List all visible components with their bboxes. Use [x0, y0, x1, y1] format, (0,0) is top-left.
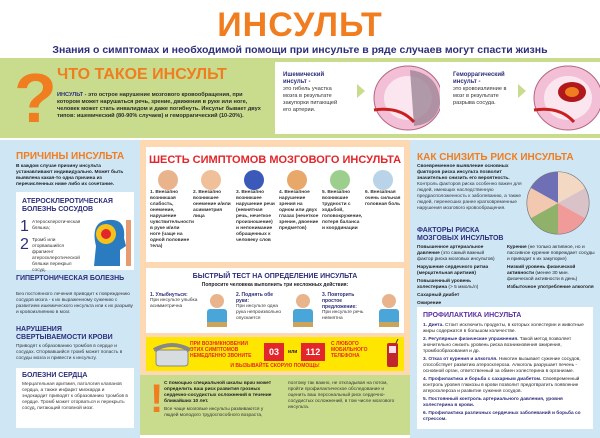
list-item	[507, 265, 595, 283]
warning-text-2: поэтому так важно, не откладывая на потом, пройти профилактическое обследование и оценить ваш персональный риск сердечно-сосудистых осложнений, в том числе мозгового инсульта.	[288, 381, 395, 410]
symptom-item: 3. Внезапно возникшее нарушение речи (невнятная речь, нечеткое произношение) и непонимание обращенных к человеку слов	[236, 190, 275, 243]
type-desc: это гибель участка мозга в результате закупорки питающей его артерии.	[283, 86, 338, 113]
page-title: ИНСУЛЬТ	[217, 6, 383, 44]
person-icon	[204, 292, 230, 328]
eye-icon	[287, 170, 307, 190]
call-right-text: С ЛЮБОГО МОБИЛЬНОГО ТЕЛЕФОНА	[331, 341, 368, 359]
heart-text: Мерцательная аритмия, патология клапанов сердца, а также инфаркт миокарда и эндокардит приводят к образованию тромбов в сердце. Тромб может оторваться и перекрыть сосуд, питающий головной мозг.	[22, 382, 128, 411]
call-bottom-text: И ВЫЗЫВАЙТЕ СКОРУЮ ПОМОЩЬ!	[230, 363, 320, 369]
list-item	[417, 293, 501, 299]
list-item	[507, 285, 595, 291]
item-text: (это самый важный фактор риска мозговых инсультов)	[417, 251, 495, 262]
step-text: При инсульте улыбка асимметрична	[150, 298, 198, 309]
step-title: 2. Поднять обе руки:	[236, 292, 274, 304]
emergency-call-banner	[146, 337, 404, 371]
item-bold: Курение	[507, 245, 527, 250]
symptom-item: 2. Внезапно возникшее онемение и/или асимметрия лица	[193, 190, 231, 219]
item-text: Стоит исключить продукты, в которых холестерин и животные жиры содержатся в большом количестве.	[423, 323, 584, 334]
prevention-title: ПРОФИЛАКТИКА ИНСУЛЬТА	[423, 312, 522, 319]
symptom-item: 4. Внезапное нарушение зрения на одном или двух глазах (нечеткое зрение, двоение предметов)	[279, 190, 319, 231]
reduce-text: Контроль факторов риска особенно важен для людей, имеющих наследственную предрасположенность к заболеванию, а также людей, перенесших ранее кратковременные нарушения мозгового кровообращения.	[417, 182, 522, 211]
item-bold: 6. Профилактика различных сердечных заболеваний и борьба со стрессом.	[423, 411, 581, 422]
causes-title: ПРИЧИНЫ ИНСУЛЬТА	[16, 151, 125, 162]
call-left-text: ПРИ ВОЗНИКНОВЕНИИ ЭТИХ СИМПТОМОВ НЕМЕДЛЕННО ЗВОНИТЕ	[190, 341, 252, 359]
risk-factors-wheel-image	[525, 170, 591, 236]
list-item	[507, 245, 595, 263]
fast-test-step	[150, 292, 200, 310]
athero-item: Тромб или оторвавшийся фрагмент атеросклеротической бляшки перекрыл сосуд.	[32, 238, 80, 273]
item-bold: Низкий уровень физической активности	[507, 265, 576, 276]
face-icon	[201, 170, 221, 190]
item-text: Никотин вызывает сужение сосудов, способствует развитию атеросклероза. Алкоголь разрушает печень - основной орган, ответственный за обмен холестерина в организме.	[423, 357, 581, 374]
factors-title: ФАКТОРЫ РИСКА МОЗГОВЫХ ИНСУЛЬТОВ	[417, 227, 504, 242]
type-name: Ишемический инсульт -	[283, 72, 325, 85]
what-desc: - это острое нарушение мозгового кровообращения, при котором может нарушаться речь, зрение, движения в руке или ноге, человек может стать инвалидом и даже погибнуть. Инсульт бывает двух типов: ишемический (80-90% случаев) и геморрагический (10-20%).	[57, 92, 261, 119]
athero-num: 2	[20, 236, 29, 253]
arrow-icon	[518, 84, 526, 98]
person-icon	[376, 292, 402, 328]
fast-test-box	[146, 268, 404, 333]
list-item	[423, 397, 589, 409]
warning-bold: С помощью специальной шкалы врач может определить ваш риск развития грозных сердечно-сосудистых осложнений в течение ближайших 10 лет.	[164, 381, 272, 404]
mobile-phone-icon	[382, 339, 402, 369]
question-mark-icon: ?	[14, 59, 57, 137]
prevention-box	[417, 307, 593, 429]
athero-num: 1	[20, 218, 29, 235]
list-item	[423, 323, 589, 335]
item-bold: 5. Постоянный контроль артериального давления, уровня холестерина в крови.	[423, 397, 563, 408]
item-bold: Ожирение	[417, 301, 442, 306]
item-bold: Нарушение сердечного ритма (мерцательная аритмия)	[417, 265, 489, 276]
item-bold: 4. Профилактика и борьба с сахарным диабетом.	[423, 377, 542, 382]
hand-icon	[158, 170, 178, 190]
item-bold: Сахарный диабет	[417, 293, 460, 298]
person-icon	[290, 292, 316, 328]
item-text: (менее 30 мин. физической активности в день)	[507, 271, 578, 282]
dizzy-icon	[330, 170, 350, 190]
item-text: Такой метод позволяет значительно снизить уровень риска возникновения ожирения, тромбообразования и др.	[423, 337, 572, 354]
athero-item: Атеросклеротическая бляшка;	[32, 220, 81, 231]
type-ischemic	[283, 72, 345, 114]
list-item	[423, 377, 589, 395]
heart-box	[16, 368, 134, 428]
warning-section	[140, 375, 410, 435]
fast-test-step	[322, 292, 372, 322]
type-hemorrhagic	[453, 72, 515, 107]
speech-icon	[244, 170, 264, 190]
symptoms-title: ШЕСТЬ СИМПТОМОВ МОЗГОВОГО ИНСУЛЬТА	[148, 154, 402, 166]
item-text: Своевременный контроль уровня глюкозы в крови позволит предотвратить появление атеросклероза и развитие сужения сосудов.	[423, 377, 580, 394]
item-text: (не только активное, но и пассивное курение повреждает сосуды и приводит к их закупорке)	[507, 245, 595, 262]
fast-test-title: БЫСТРЫЙ ТЕСТ НА ОПРЕДЕЛЕНИЕ ИНСУЛЬТА	[192, 273, 358, 280]
head-vessels-image	[86, 216, 132, 268]
exclamation-icon: !	[150, 377, 164, 421]
reduce-bold: Своевременное выявление основных факторов риска инсульта позволит значительно снизить его вероятность.	[417, 164, 510, 181]
factors-right-list	[507, 245, 595, 293]
fast-test-subtitle: Попросите человека выполнить три несложных действия:	[201, 282, 349, 288]
ischemic-brain-image	[370, 64, 440, 132]
hyper-text: Без постоянного лечения приводит к повреждению сосудов мозга - к их выраженному сужению с развитием ишемического инсульта или к их разрыву и кровоизлиянию в мозг.	[16, 292, 133, 315]
factors-left-list	[417, 245, 501, 309]
step-title: 3. Повторить простое предложение:	[322, 292, 357, 310]
heart-title: БОЛЕЗНИ СЕРДЦА	[22, 372, 88, 379]
athero-box	[16, 192, 134, 273]
step-title: 1. Улыбнуться:	[150, 292, 188, 298]
blood-text: Приводят к образованию тромбов в сердце и сосудах. Оторвавшийся тромб может попасть в сосуды мозга и привести к инсульту.	[16, 344, 123, 361]
step-text: При инсульте речь невнятна	[322, 310, 364, 321]
item-bold: Повышенное артериальное давление	[417, 245, 484, 256]
what-text	[57, 92, 267, 120]
list-item	[423, 357, 589, 375]
symptom-item: 6. Внезапная очень сильная головная боль	[365, 190, 401, 207]
hyper-title: ГИПЕРТОНИЧЕСКАЯ БОЛЕЗНЬ	[16, 275, 125, 282]
blood-title: НАРУШЕНИЯ СВЕРТЫВАЕМОСТИ КРОВИ	[16, 326, 113, 341]
type-name: Геморрагический инсульт -	[453, 72, 505, 85]
phone-number-112[interactable]: 112	[301, 343, 325, 361]
list-item	[417, 245, 501, 263]
item-bold: Избыточное употребление алкоголя	[507, 285, 594, 290]
item-bold: 1. Диета.	[423, 323, 444, 328]
symptom-item: 1. Внезапно возникшая слабость, онемение, нарушение чувствительности в руке и/или ноге (чаще на одной половине тела)	[150, 190, 194, 249]
fast-test-step	[236, 292, 286, 322]
list-item	[417, 265, 501, 277]
what-heading: ЧТО ТАКОЕ ИНСУЛЬТ	[57, 66, 227, 83]
headache-icon	[373, 170, 393, 190]
step-text: При инсульте одна рука непроизвольно опускается	[236, 304, 282, 321]
reduce-title: КАК СНИЗИТЬ РИСК ИНСУЛЬТА	[417, 152, 574, 163]
athero-title: АТЕРОСКЛЕРОТИЧЕСКАЯ БОЛЕЗНЬ СОСУДОВ	[22, 198, 113, 213]
list-item	[423, 337, 589, 355]
hemorrhagic-brain-image	[530, 64, 600, 132]
warning-text-1: Все чаще мозговые инсульты развиваются у людей молодого трудоспособного возраста,	[164, 407, 264, 418]
arrow-icon	[357, 84, 365, 98]
item-bold: Повышенный уровень холестерина	[417, 279, 472, 290]
page-subtitle: Знания о симптомах и необходимой помощи при инсульте в ряде случаев могут спасти жизнь	[52, 44, 548, 56]
stroke-types-box	[275, 62, 600, 134]
prevention-list	[423, 323, 589, 425]
list-item	[423, 411, 589, 423]
item-bold: 3. Отказ от курения и алкоголя.	[423, 357, 498, 362]
list-item	[417, 279, 501, 291]
symptom-item: 5. Внезапно возникшие трудности с ходьбой, головокружение, потеря баланса и координации	[322, 190, 363, 231]
item-text: (> 5 ммоль/л)	[447, 285, 479, 290]
phone-number-03[interactable]: 03	[264, 343, 284, 361]
what-term: ИНСУЛЬТ	[57, 92, 84, 98]
type-desc: это кровоизлияние в мозг в результате разрыва сосуда.	[453, 86, 507, 106]
item-bold: 2. Регулярные физические упражнения.	[423, 337, 519, 342]
or-label: или	[288, 349, 298, 355]
causes-intro: В каждом случае причину инсульта устанавливают индивидуально. Может быть выявлена какая-то одна причина из перечисленных ниже либо их сочетание.	[16, 164, 124, 187]
